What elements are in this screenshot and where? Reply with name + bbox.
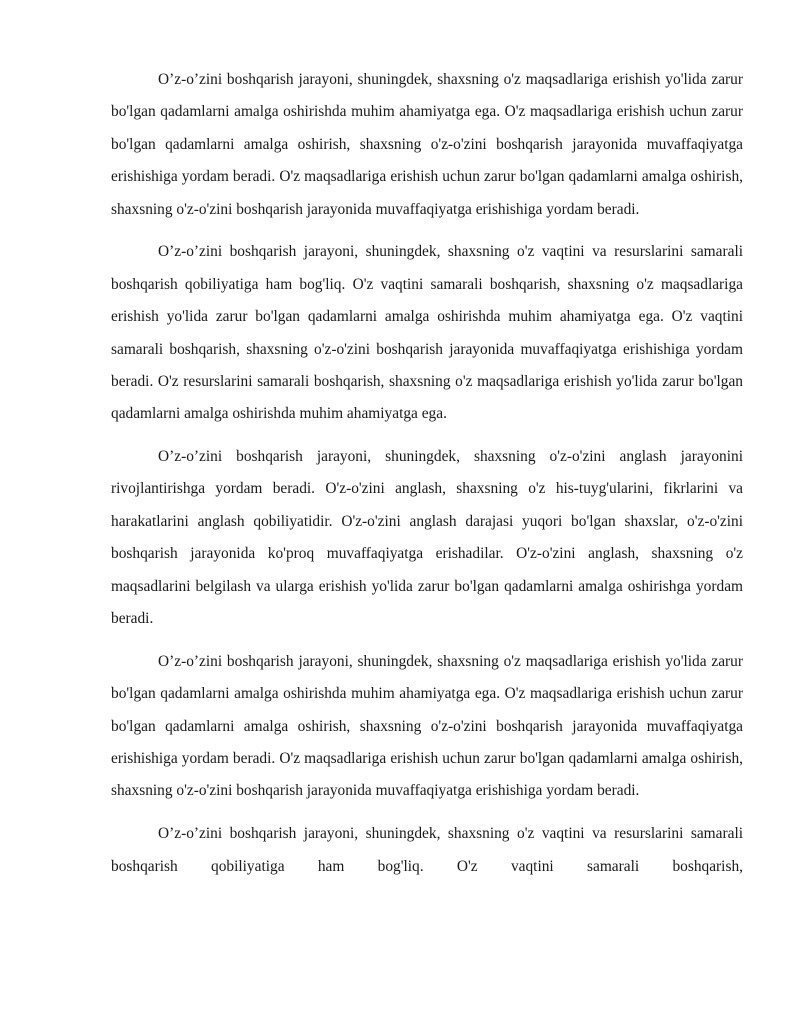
paragraph-3: O’z-o’zini boshqarish jarayoni, shuningdek, shaxsning o'z-o'zini anglash jarayonini rivojlantirishga yordam beradi. O'z-o'zini anglash, shaxsning o'z his-tuyg'ularini, fikrlarini va harakatlarini anglash qobiliyatidir. O'z-o'zini anglash darajasi yuqori bo'lgan shaxslar, o'z-o'zini boshqarish jarayonida ko'proq muvaffaqiyatga erishadilar. O'z-o'zini anglash, shaxsning o'z maqsadlarini belgilash va ularga erishish yo'lida zarur bo'lgan qadamlarni amalga oshirishga yordam beradi. (111, 448, 743, 628)
paragraph-1: O’z-o’zini boshqarish jarayoni, shuningdek, shaxsning o'z maqsadlariga erishish yo'lida zarur bo'lgan qadamlarni amalga oshirishda muhim ahamiyatga ega. O'z maqsadlariga erishish uchun zarur bo'lgan qadamlarni amalga oshirish, shaxsning o'z-o'zini boshqarish jarayonida muvaffaqiyatga erishishiga yordam beradi. O'z maqsadlariga erishish uchun zarur bo'lgan qadamlarni amalga oshirish, shaxsning o'z-o'zini boshqarish jarayonida muvaffaqiyatga erishishiga yordam beradi. (111, 71, 743, 218)
paragraph-2: O’z-o’zini boshqarish jarayoni, shuningdek, shaxsning o'z vaqtini va resurslarini samarali boshqarish qobiliyatiga ham bog'liq. O'z vaqtini samarali boshqarish, shaxsning o'z maqsadlariga erishish yo'lida zarur bo'lgan qadamlarni amalga oshirishda muhim ahamiyatga ega. O'z vaqtini samarali boshqarish, shaxsning o'z-o'zini boshqarish jarayonida muvaffaqiyatga erishishiga yordam beradi. O'z resurslarini samarali boshqarish, shaxsning o'z maqsadlariga erishish yo'lida zarur bo'lgan qadamlarni amalga oshirishda muhim ahamiyatga ega. (111, 243, 743, 423)
paragraph-5: O’z-o’zini boshqarish jarayoni, shuningdek, shaxsning o'z vaqtini va resurslarini samarali boshqarish qobiliyatiga ham bog'liq. O'z vaqtini samarali boshqarish, (111, 825, 743, 875)
document-page (111, 64, 743, 893)
paragraph-4: O’z-o’zini boshqarish jarayoni, shuningdek, shaxsning o'z maqsadlariga erishish yo'lida zarur bo'lgan qadamlarni amalga oshirishda muhim ahamiyatga ega. O'z maqsadlariga erishish uchun zarur bo'lgan qadamlarni amalga oshirish, shaxsning o'z-o'zini boshqarish jarayonida muvaffaqiyatga erishishiga yordam beradi. O'z maqsadlariga erishish uchun zarur bo'lgan qadamlarni amalga oshirish, shaxsning o'z-o'zini boshqarish jarayonida muvaffaqiyatga erishishiga yordam beradi. (111, 652, 743, 800)
